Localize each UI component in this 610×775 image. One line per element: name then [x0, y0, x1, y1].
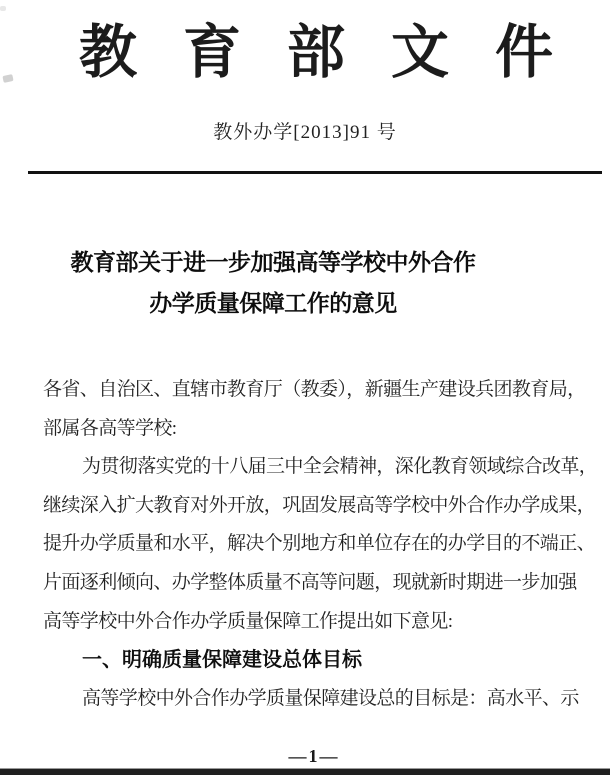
- document-title-line-1: 教育部关于进一步加强高等学校中外合作: [70, 250, 476, 275]
- body-line-paragraph-5: 高等学校中外合作办学质量保障工作提出如下意见:: [43, 610, 453, 632]
- page-number: —1—: [288, 746, 340, 766]
- scan-bottom-edge: [0, 769, 610, 775]
- document-title: [0, 242, 578, 324]
- letterhead-divider-line: [28, 171, 602, 174]
- document-reference-number: 教外办学[2013]91 号: [213, 122, 397, 143]
- body-line-paragraph-3: 提升办学质量和水平，解决个别地方和单位存在的办学目的不端正、: [43, 533, 596, 555]
- letterhead: [11, 20, 610, 86]
- document-body: [43, 371, 599, 718]
- document-title-line-2: 办学质量保障工作的意见: [149, 291, 397, 316]
- body-line-paragraph-1: 为贯彻落实党的十八届三中全会精神，深化教育领域综合改革，: [82, 456, 598, 478]
- body-line-paragraph-6: 高等学校中外合作办学质量保障建设总的目标是：高水平、示: [82, 687, 579, 709]
- scan-artifact: [0, 6, 6, 11]
- body-line-paragraph-4: 片面逐利倾向、办学整体质量不高等问题，现就新时期进一步加强: [43, 571, 577, 593]
- section-heading-1: 一、明确质量保障建设总体目标: [82, 649, 362, 672]
- body-line-recipients-2: 部属各高等学校:: [43, 417, 177, 439]
- body-line-recipients-1: 各省、自治区、直辖市教育厅（教委），新疆生产建设兵团教育局，: [43, 379, 586, 400]
- body-line-paragraph-2: 继续深入扩大教育对外开放，巩固发展高等学校中外合作办学成果，: [43, 494, 596, 516]
- issuing-authority-title: 教育部文件: [78, 20, 599, 85]
